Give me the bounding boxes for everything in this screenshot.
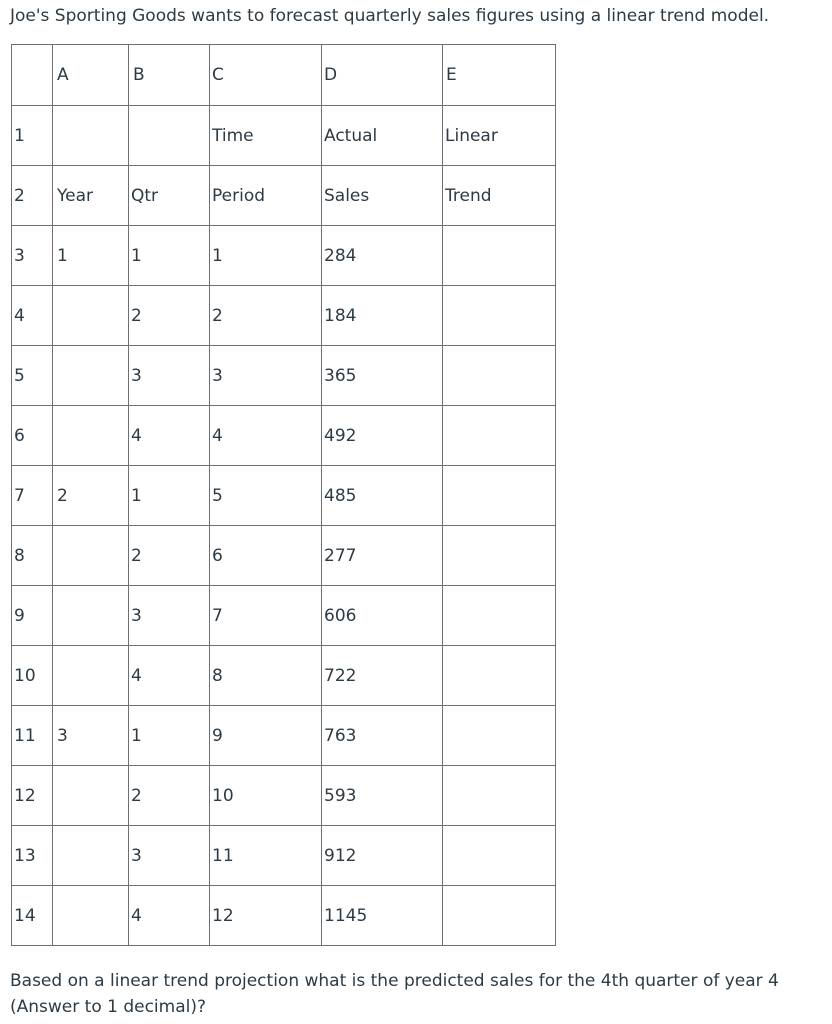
cell-d: 722 — [322, 646, 443, 706]
cell-b: 2 — [129, 766, 210, 826]
cell-d: Sales — [322, 166, 443, 226]
cell-b — [129, 106, 210, 166]
row-number: 3 — [12, 226, 53, 286]
cell-c: 8 — [210, 646, 322, 706]
cell-c: 11 — [210, 826, 322, 886]
cell-b: 4 — [129, 646, 210, 706]
cell-b: 3 — [129, 586, 210, 646]
table-row — [12, 346, 556, 406]
cell-d: 912 — [322, 826, 443, 886]
question-text: Based on a linear trend projection what is the predicted sales for the 4th quarter of year 4 (Answer to 1 decimal)? — [10, 971, 779, 1017]
row-number: 6 — [12, 406, 53, 466]
row-number: 5 — [12, 346, 53, 406]
cell-e — [443, 826, 556, 886]
table-row — [12, 526, 556, 586]
column-header-d: D — [322, 45, 443, 106]
table-row — [12, 226, 556, 286]
column-header-b: B — [129, 45, 210, 106]
cell-b: 3 — [129, 826, 210, 886]
row-number: 10 — [12, 646, 53, 706]
cell-d: 606 — [322, 586, 443, 646]
table-row — [12, 166, 556, 226]
cell-a — [53, 106, 129, 166]
cell-a — [53, 826, 129, 886]
cell-a — [53, 346, 129, 406]
cell-c: 4 — [210, 406, 322, 466]
table-row — [12, 106, 556, 166]
row-number: 7 — [12, 466, 53, 526]
cell-a — [53, 766, 129, 826]
cell-e — [443, 886, 556, 946]
table-row — [12, 706, 556, 766]
cell-d: Actual — [322, 106, 443, 166]
spreadsheet-table — [11, 44, 556, 946]
cell-d: 763 — [322, 706, 443, 766]
cell-a: 1 — [53, 226, 129, 286]
cell-a — [53, 886, 129, 946]
cell-e — [443, 526, 556, 586]
cell-e — [443, 646, 556, 706]
cell-e — [443, 466, 556, 526]
cell-b: 2 — [129, 526, 210, 586]
row-number: 13 — [12, 826, 53, 886]
row-number: 12 — [12, 766, 53, 826]
cell-c: 10 — [210, 766, 322, 826]
row-number: 8 — [12, 526, 53, 586]
cell-d: 365 — [322, 346, 443, 406]
column-header-a: A — [53, 45, 129, 106]
table-row — [12, 406, 556, 466]
cell-c: 7 — [210, 586, 322, 646]
cell-a — [53, 286, 129, 346]
cell-d: 485 — [322, 466, 443, 526]
table-row — [12, 286, 556, 346]
row-number: 4 — [12, 286, 53, 346]
cell-c: 9 — [210, 706, 322, 766]
cell-a: 2 — [53, 466, 129, 526]
cell-c: 3 — [210, 346, 322, 406]
cell-c: Period — [210, 166, 322, 226]
cell-d: 1145 — [322, 886, 443, 946]
row-number: 9 — [12, 586, 53, 646]
cell-c: 6 — [210, 526, 322, 586]
cell-b: 4 — [129, 406, 210, 466]
cell-c: Time — [210, 106, 322, 166]
cell-d: 284 — [322, 226, 443, 286]
cell-e — [443, 586, 556, 646]
cell-e — [443, 706, 556, 766]
cell-c: 5 — [210, 466, 322, 526]
cell-d: 277 — [322, 526, 443, 586]
column-header-row — [12, 45, 556, 106]
cell-e — [443, 226, 556, 286]
cell-a — [53, 646, 129, 706]
cell-d: 184 — [322, 286, 443, 346]
cell-b: 2 — [129, 286, 210, 346]
cell-a: Year — [53, 166, 129, 226]
row-number: 11 — [12, 706, 53, 766]
table-row — [12, 586, 556, 646]
cell-a — [53, 526, 129, 586]
column-header-e: E — [443, 45, 556, 106]
cell-c: 12 — [210, 886, 322, 946]
cell-e — [443, 286, 556, 346]
column-header-c: C — [210, 45, 322, 106]
cell-b: 4 — [129, 886, 210, 946]
table-row — [12, 646, 556, 706]
cell-c: 2 — [210, 286, 322, 346]
cell-e — [443, 766, 556, 826]
cell-d: 593 — [322, 766, 443, 826]
cell-a: 3 — [53, 706, 129, 766]
cell-b: 1 — [129, 466, 210, 526]
cell-e — [443, 346, 556, 406]
cell-e — [443, 406, 556, 466]
cell-e: Trend — [443, 166, 556, 226]
row-number: 14 — [12, 886, 53, 946]
row-number: 2 — [12, 166, 53, 226]
cell-b: 3 — [129, 346, 210, 406]
corner-cell — [12, 45, 53, 106]
cell-b: 1 — [129, 706, 210, 766]
row-number: 1 — [12, 106, 53, 166]
cell-d: 492 — [322, 406, 443, 466]
cell-c: 1 — [210, 226, 322, 286]
cell-a — [53, 586, 129, 646]
cell-b: Qtr — [129, 166, 210, 226]
intro-text: Joe's Sporting Goods wants to forecast quarterly sales figures using a linear trend model. — [10, 6, 770, 26]
cell-b: 1 — [129, 226, 210, 286]
cell-e: Linear — [443, 106, 556, 166]
table-row — [12, 826, 556, 886]
table-row — [12, 886, 556, 946]
table-row — [12, 466, 556, 526]
cell-a — [53, 406, 129, 466]
table-row — [12, 766, 556, 826]
